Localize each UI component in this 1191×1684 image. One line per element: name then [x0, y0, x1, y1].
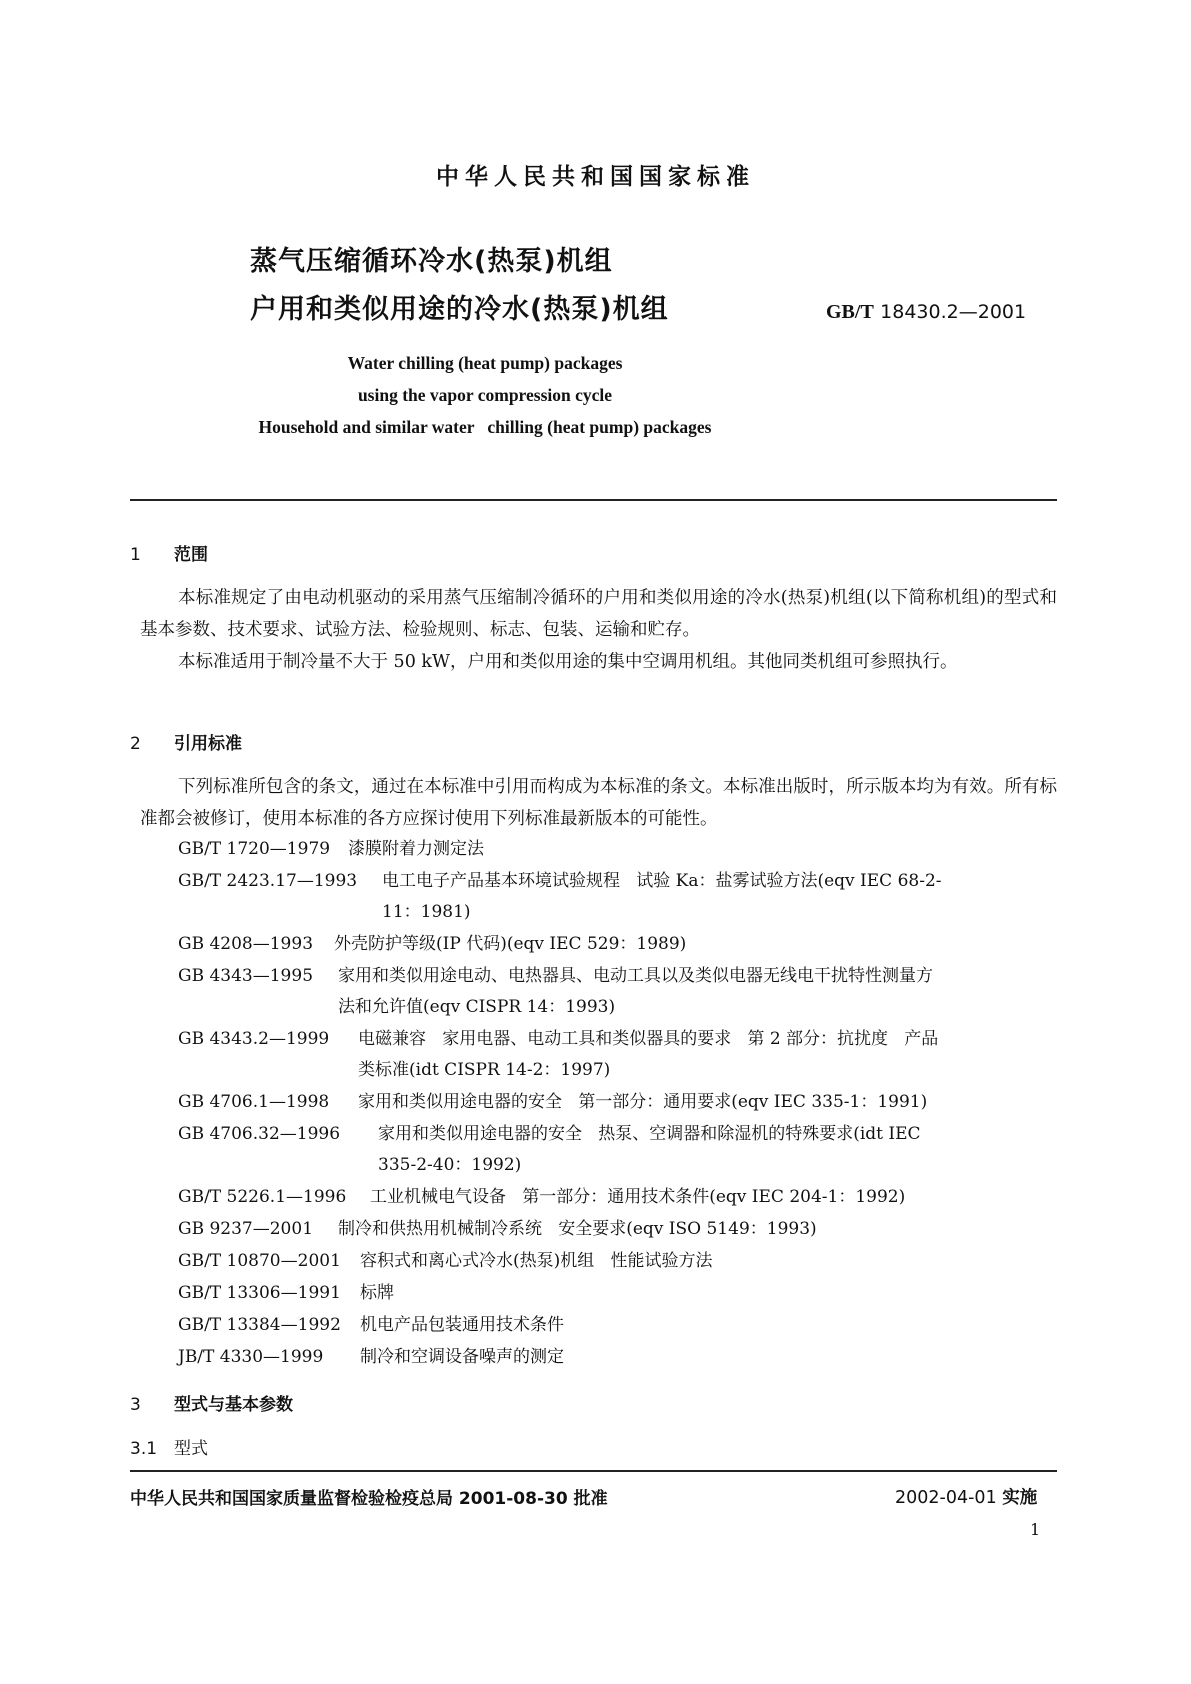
reference-item: GB/T 10870—2001 容积式和离心式冷水(热泵)机组 性能试验方法 [178, 1251, 713, 1271]
footer-divider [130, 1470, 1057, 1472]
section-1-title: 范围 [174, 545, 208, 565]
reference-item: GB 4343.2—1999 电磁兼容 家用电器、电动工具和类似器具的要求 第 2 部分：抗扰度 产品 [178, 1029, 939, 1049]
section-3-heading [130, 1390, 293, 1415]
section-2-heading [130, 729, 242, 754]
section-3-1-title: 型式 [174, 1439, 208, 1459]
national-standard-heading: 中华人民共和国国家标准 [436, 164, 755, 190]
title-en-line3: Household and similar water chilling (heat pump) packages [258, 417, 712, 437]
reference-item: JB/T 4330—1999 制冷和空调设备噪声的测定 [178, 1347, 564, 1367]
title-zh-line1: 蒸气压缩循环冷水(热泵)机组 [250, 246, 613, 277]
reference-item: GB 4343—1995 家用和类似用途电动、电热器具、电动工具以及类似电器无线电干扰特性测量方 [178, 966, 933, 986]
section-2-paragraph-1: 下列标准所包含的条文，通过在本标准中引用而构成为本标准的条文。本标准出版时，所示版本均为有效。所有标准都会被修订，使用本标准的各方应探讨使用下列标准最新版本的可能性。 [140, 777, 1057, 829]
reference-item: GB/T 13306—1991 标牌 [178, 1283, 394, 1303]
section-3-title: 型式与基本参数 [174, 1395, 293, 1415]
header-divider [130, 499, 1057, 501]
reference-item: GB 9237—2001 制冷和供热用机械制冷系统 安全要求(eqv ISO 5149：1993) [178, 1219, 817, 1239]
page-number: 1 [1030, 1520, 1041, 1539]
section-1-paragraph-1: 本标准规定了由电动机驱动的采用蒸气压缩制冷循环的户用和类似用途的冷水(热泵)机组(以下简称机组)的型式和基本参数、技术要求、试验方法、检验规则、标志、包装、运输和贮存。 [140, 588, 1057, 640]
reference-item-continuation: 11：1981) [382, 902, 471, 922]
title-en-line1: Water chilling (heat pump) packages [347, 353, 623, 373]
implementation-date [895, 1484, 1037, 1509]
reference-item: GB/T 5226.1—1996 工业机械电气设备 第一部分：通用技术条件(eqv IEC 204-1：1992) [178, 1187, 906, 1207]
reference-item: GB 4706.1—1998 家用和类似用途电器的安全 第一部分：通用要求(eqv IEC 335-1：1991) [178, 1092, 928, 1112]
reference-item: GB 4208—1993 外壳防护等级(IP 代码)(eqv IEC 529：1989) [178, 934, 687, 954]
reference-item-continuation: 335-2-40：1992) [378, 1155, 522, 1175]
section-2-number: 2 [130, 734, 141, 754]
implementation-label: 实施 [1002, 1488, 1038, 1508]
section-1-paragraph-2: 本标准适用于制冷量不大于 50 kW，户用和类似用途的集中空调用机组。其他同类机组可参照执行。 [178, 652, 958, 672]
section-2-title: 引用标准 [174, 734, 242, 754]
section-1-number: 1 [130, 545, 141, 565]
reference-item: GB/T 1720—1979 漆膜附着力测定法 [178, 839, 484, 859]
title-en-line2: using the vapor compression cycle [357, 385, 613, 405]
section-3-number: 3 [130, 1395, 141, 1415]
title-zh-line2: 户用和类似用途的冷水(热泵)机组 [250, 294, 669, 325]
section-1-heading [130, 540, 208, 565]
reference-item-continuation: 类标准(idt CISPR 14-2：1997) [358, 1060, 611, 1080]
approval-authority: 中华人民共和国国家质量监督检验检疫总局 2001-08-30 批准 [130, 1489, 608, 1509]
standard-code-prefix: GB/T [826, 301, 874, 323]
reference-item: GB/T 2423.17—1993 电工电子产品基本环境试验规程 试验 Ka：盐雾试验方法(eqv IEC 68-2- [178, 871, 942, 891]
reference-item: GB 4706.32—1996 家用和类似用途电器的安全 热泵、空调器和除湿机的特殊要求(idt IEC [178, 1124, 921, 1144]
section-3-1-heading [130, 1434, 208, 1459]
section-3-1-number: 3.1 [130, 1439, 158, 1459]
reference-item: GB/T 13384—1992 机电产品包装通用技术条件 [178, 1315, 564, 1335]
implementation-date-value: 2002-04-01 [895, 1488, 997, 1508]
standard-code [826, 299, 1026, 324]
reference-item-continuation: 法和允许值(eqv CISPR 14：1993) [338, 997, 616, 1017]
standard-code-number: 18430.2—2001 [880, 301, 1027, 323]
